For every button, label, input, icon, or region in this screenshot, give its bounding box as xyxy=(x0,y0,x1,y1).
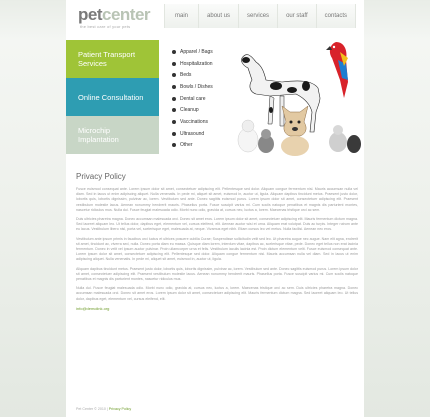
footer-copyright: Pet Center © 2010 | xyxy=(76,407,108,411)
nav-item-services[interactable]: services xyxy=(238,4,277,28)
tile-patient-transport[interactable]: Patient Transport Services xyxy=(66,40,159,78)
footer-privacy-link[interactable]: Privacy Policy xyxy=(108,407,132,411)
parrot-illustration xyxy=(326,42,348,98)
main-content xyxy=(76,172,358,311)
service-item[interactable] xyxy=(172,128,213,140)
services-list xyxy=(172,46,213,151)
site-tagline: the best care of your pets xyxy=(80,24,131,29)
service-label: Cleanup xyxy=(180,107,199,114)
bullet-icon xyxy=(172,108,176,112)
service-item[interactable] xyxy=(172,46,213,58)
content-paragraph: Vestibulum ante ipsum primis in faucibus orci luctus et ultrices posuere cubilia Curae; Suspendisse sollicitudin velit sed leo. Ut pharetra augue nec augue. Nam elit agna, endrerit sit amet, tincidunt ac, viverra sed, nulla. Donec porta diam eu massa. Quisque diam lorem, interdum vitae, dapibus ac, scelerisque vitae, pede. Donec eget tellus non erat lacinia fermentum. Donec in velit vel ipsum auctor pulvinar. Proin ullamcorper urna et felis. Vestibulum iaculis lacinia est. Proin dictum elementum velit. Fusce euismod consequat ante. Lorem ipsum dolor sit amet, consectetuer adipiscing elit. Pellentesque sed dolor. Aliquam congue fermentum nisl. Mauris accumsan nulla vel diam. Sed in lacus ut enim adipiscing aliquet. Nulla venenatis. In pede mi, aliquet sit amet, euismod in, auctor ut, ligula. xyxy=(76,236,358,262)
banner xyxy=(66,40,364,156)
logo-text-pet: pet xyxy=(78,5,102,24)
content-paragraph: Fusce euismod consequat ante. Lorem ipsum dolor sit amet, consectetuer adipiscing elit. Pellentesque sed dolor. Aliquam congue fermentum nisl. Mauris accumsan nulla vel diam. Sed in lacus ut enim adipiscing aliquet. Nulla venenatis. In pede mi, aliquet sit amet, euismod in, auctor ut, ligula. Aliquam dapibus tincidunt metus. Praesent justo dolor, lobortis quis, lobortis dignissim, pulvinar ac, lorem. Vestibulum sed ante. Donec sagittis euismod purus. Lorem ipsum dolor sit amet, consectetuer adipiscing elit. Praesent vestibulum molestie lacus. Aenean nonummy hendrerit mauris. Phasellus porta. Fusce suscipit varius mi. Cum sociis natoque penatibus et magnis dis parturient montes, nascetur ridiculus mus. Nulla dui. Fusce feugiat malesuada odio. Morbi nunc odio, gravida at, cursus nec, luctus a, lorem. Maecenas tristique orci ac sem. xyxy=(76,187,358,212)
page-container xyxy=(66,0,364,417)
logo-text-center: center xyxy=(102,5,151,24)
page-title: Privacy Policy xyxy=(76,172,126,181)
service-item[interactable] xyxy=(172,81,213,93)
bullet-icon xyxy=(172,73,176,77)
feature-tiles xyxy=(66,40,159,154)
bullet-icon xyxy=(172,50,176,54)
service-label: Vaccinations xyxy=(180,118,208,125)
dog-illustration xyxy=(241,55,320,132)
nav-item-contacts[interactable]: contacts xyxy=(316,4,356,28)
pets-illustration xyxy=(226,40,364,156)
bullet-icon xyxy=(172,97,176,101)
service-item[interactable] xyxy=(172,93,213,105)
service-item[interactable] xyxy=(172,69,213,81)
footer xyxy=(76,407,131,411)
bullet-icon xyxy=(172,62,176,66)
email-link[interactable]: info@demolink.org xyxy=(76,305,110,311)
service-label: Dental care xyxy=(180,95,206,102)
nav-item-about-us[interactable]: about us xyxy=(198,4,238,28)
site-logo[interactable] xyxy=(78,5,150,25)
bullet-icon xyxy=(172,143,176,147)
service-label: Apparel / Bags xyxy=(180,48,213,55)
bullet-icon xyxy=(172,132,176,136)
tile-online-consultation[interactable]: Online Consultation xyxy=(66,78,159,116)
pets-photo xyxy=(226,40,364,156)
content-paragraph: Aliquam dapibus tincidunt metus. Praesent justo dolor, lobortis quis, lobortis dignissim, pulvinar ac, lorem. Vestibulum sed ante. Donec sagittis euismod purus. Lorem ipsum dolor sit amet, consectetuer adipiscing elit. Praesent vestibulum molestie lacus. Aenean nonummy hendrerit mauris. Phasellus porta. Fusce suscipit varius mi. Cum sociis natoque penatibus et magnis dis parturient montes, nascetur ridiculus mus. xyxy=(76,266,358,282)
nav-item-our-staff[interactable]: our staff xyxy=(277,4,316,28)
bulldog-illustration xyxy=(281,106,309,156)
service-item[interactable] xyxy=(172,140,213,152)
service-label: Hospitalization xyxy=(180,60,213,67)
service-label: Ultrasound xyxy=(180,130,205,137)
nav-item-main[interactable]: main xyxy=(164,4,198,28)
service-item[interactable] xyxy=(172,58,213,70)
service-label: Other xyxy=(180,142,193,149)
service-label: Beds xyxy=(180,72,192,79)
service-label: Bowls / Dishes xyxy=(180,83,213,90)
bullet-icon xyxy=(172,85,176,89)
content-paragraph: Nulla dui. Fusce feugiat malesuada odio. Morbi nunc odio, gravida at, cursus nec, luctus a, lorem. Maecenas tristique orci ac sem. Duis ultricies pharetra magna. Donec accumsan malesuada orci. Donec sit amet eros. Lorem ipsum dolor sit amet, consectetuer adipiscing elit. Mauris fermentum dictum magna. Sed laoreet aliquam leo. Ut tellus dolor, dapibus eget, elementum vel, cursus eleifend, elit. xyxy=(76,286,358,301)
tile-microchip-implantation[interactable]: Microchip Implantation xyxy=(66,116,159,154)
main-nav xyxy=(164,4,356,32)
content-paragraph: Duis ultricies pharetra magna. Donec accumsan malesuada orci. Donec sit amet eros. Lorem ipsum dolor sit amet, consectetuer adipiscing elit. Mauris fermentum dictum magna. Sed laoreet aliquam leo. Ut tellus dolor, dapibus eget, elementum vel, cursus eleifend, elit. Aenean auctor wisi et urna. Aliquam erat volutpat. Duis ac turpis. Integer rutrum ante eu lacus. Vestibulum libero nisl, porta vel, scelerisque eget, malesuada at, neque. Vivamus eget nibh. Etiam cursus leo vel metus. Nulla facilisi. Aenean nec eros. xyxy=(76,217,358,232)
service-item[interactable] xyxy=(172,116,213,128)
service-item[interactable] xyxy=(172,104,213,116)
bullet-icon xyxy=(172,120,176,124)
